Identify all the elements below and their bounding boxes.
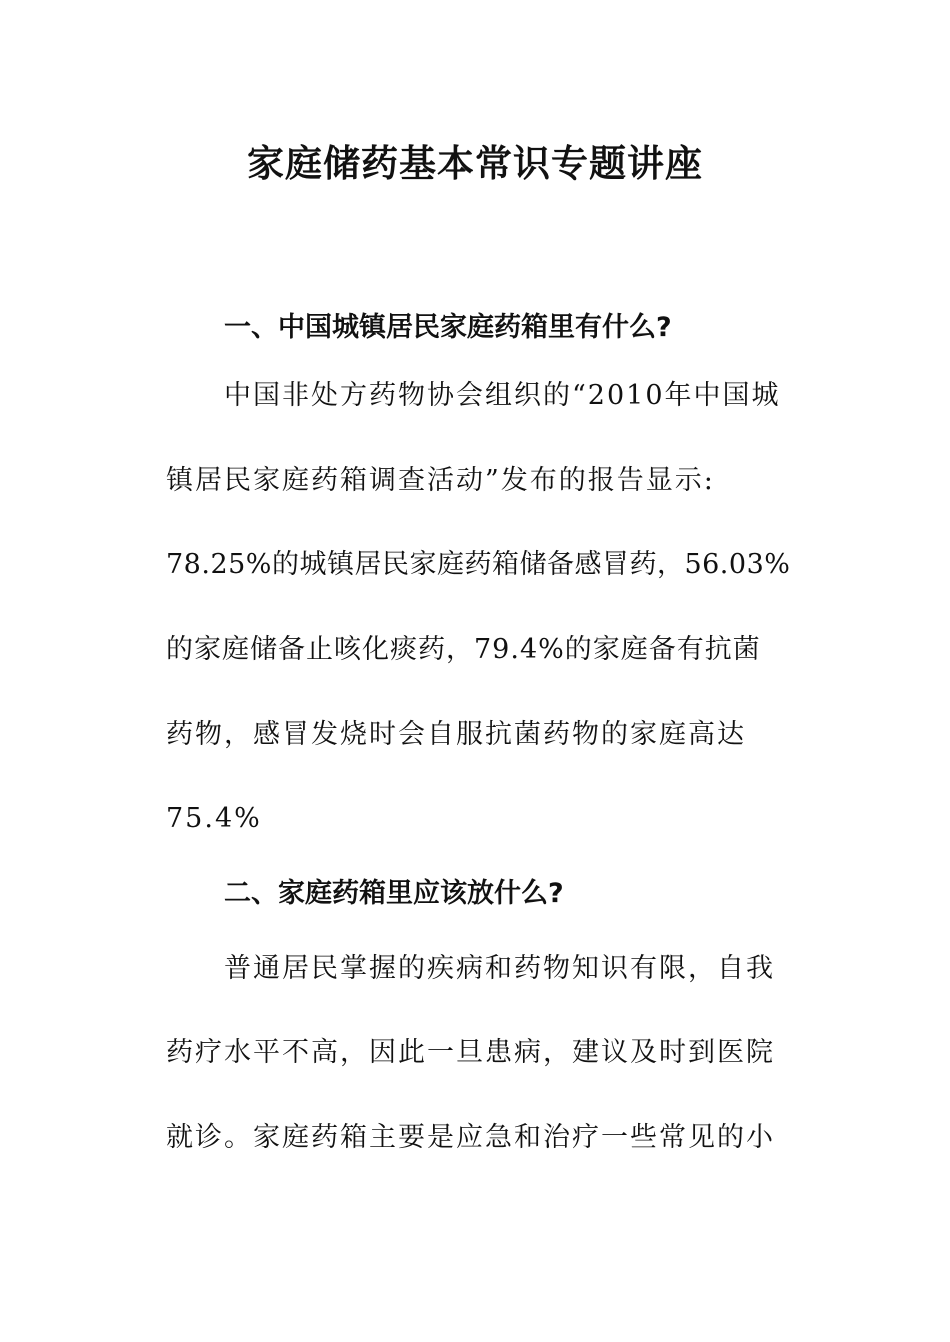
- section-2-heading: 二、家庭药箱里应该放什么?: [224, 878, 564, 909]
- section-1-paragraph-line: 药物，感冒发烧时会自服抗菌药物的家庭高达: [166, 719, 746, 750]
- section-1-paragraph-line: 75.4%: [166, 803, 262, 834]
- section-1-paragraph-line: 78.25%的城镇居民家庭药箱储备感冒药，56.03%: [166, 549, 791, 580]
- section-1-paragraph-line: 中国非处方药物协会组织的“2010年中国城: [224, 380, 781, 411]
- section-1-paragraph-line: 的家庭储备止咳化痰药，79.4%的家庭备有抗菌: [166, 634, 761, 665]
- section-1-paragraph-line: 镇居民家庭药箱调查活动”发布的报告显示:: [166, 465, 715, 496]
- section-1-heading: 一、中国城镇居民家庭药箱里有什么?: [224, 312, 672, 343]
- section-2-paragraph-line: 药疗水平不高，因此一旦患病，建议及时到医院: [166, 1037, 775, 1068]
- section-2-paragraph-line: 就诊。家庭药箱主要是应急和治疗一些常见的小: [166, 1122, 775, 1153]
- section-2-paragraph-line: 普通居民掌握的疾病和药物知识有限，自我: [224, 953, 775, 984]
- document-title: 家庭储药基本常识专题讲座: [247, 142, 703, 185]
